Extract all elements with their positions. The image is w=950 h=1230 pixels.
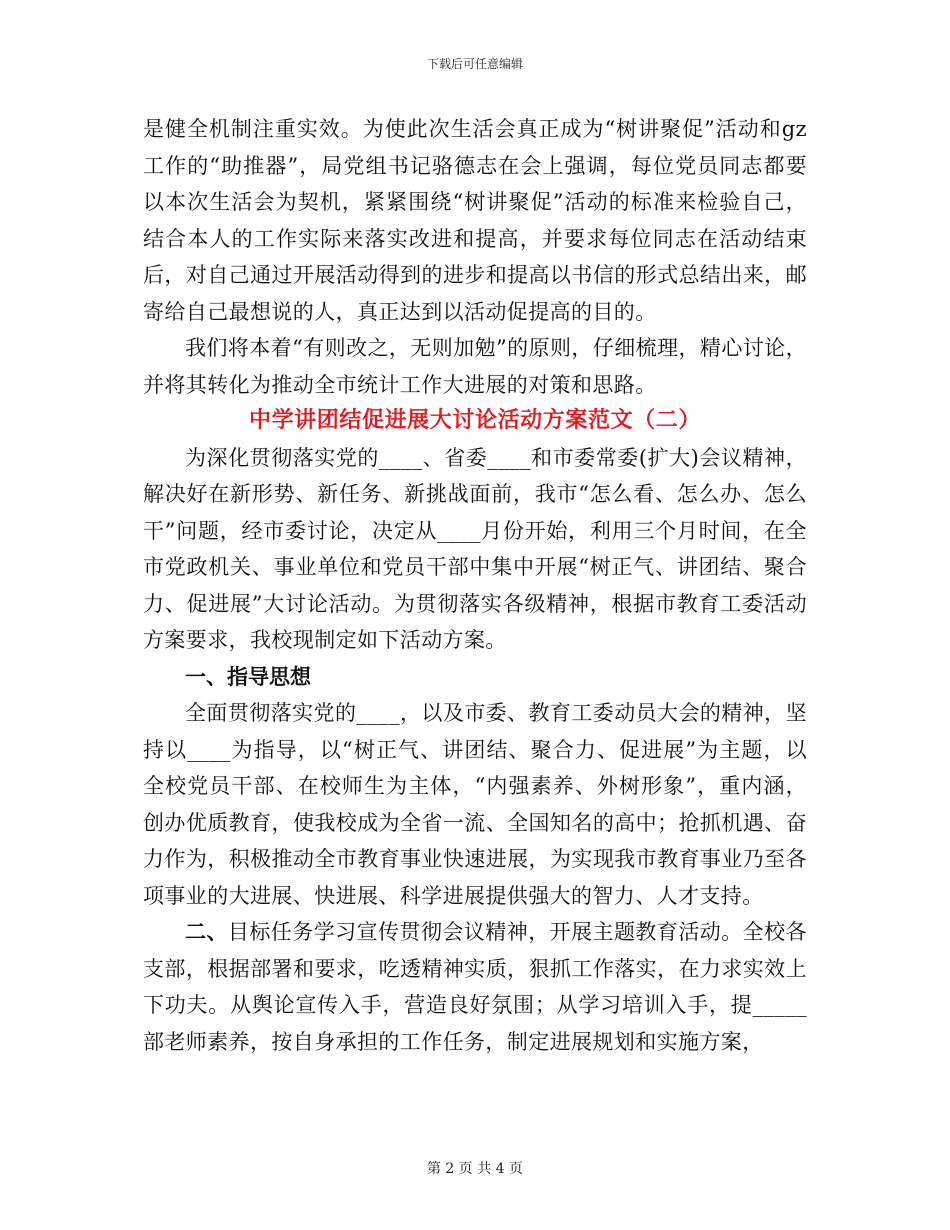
paragraph-continuation: 是健全机制注重实效。为使此次生活会真正成为“树讲聚促”活动和gz工作的“助推器”，局党组书记骆德志在会上强调，每位党员同志都要以本次生活会为契机，紧紧围绕“树讲聚促”活动的标准来检验自己，结合本人的工作实际来落实改进和提高，并要求每位同志在活动结束后，对自己通过开展活动得到的进步和提高以书信的形式总结出来，邮寄给自己最想说的人，真正达到以活动促提高的目的。 <box>143 117 807 324</box>
paragraph-guiding-ideology: 全面贯彻落实党的____，以及市委、教育工委动员大会的精神，坚持以____为指导，以“树正气、讲团结、聚合力、促进展”为主题，以全校党员干部、在校师生为主体，“内强素养、外树形象”，重内涵，创办优质教育，使我校成为全省一流、全国知名的高中；抢抓机遇、奋力作为，积极推动全市教育事业快速进展，为实现我市教育事业乃至各项事业的大进展、快进展、科学进展提供强大的智力、人才支持。 <box>143 701 807 908</box>
paragraph-conclusion: 我们将本着“有则改之，无则加勉”的原则，仔细梳理，精心讨论，并将其转化为推动全市统计工作大进展的对策和思路。 <box>143 336 807 397</box>
heading-guiding-ideology: 一、指导思想 <box>185 664 311 689</box>
paragraph-objectives-text: 目标任务学习宣传贯彻会议精神，开展主题教育活动。全校各支部，根据部署和要求，吃透精神实质，狠抓工作落实，在力求实效上下功夫。从舆论宣传入手，营造良好氛围；从学习培训入手，提_____部老师素养，按自身承担的工作任务，制定进展规划和实施方案， <box>143 920 807 1054</box>
section-title: 中学讲团结促进展大讨论活动方案范文（二） <box>248 408 701 433</box>
page-header: 下载后可任意编辑 <box>426 57 523 71</box>
document-body <box>143 111 807 1060</box>
heading-objectives-number: 二、 <box>185 919 228 944</box>
page-footer: 第 2 页 共 4 页 <box>426 1161 524 1177</box>
paragraph-objectives <box>143 914 807 1060</box>
paragraph-intro: 为深化贯彻落实党的____、省委____和市委常委(扩大)会议精神，解决好在新形势、新任务、新挑战面前，我市“怎么看、怎么办、怎么干”问题，经市委讨论，决定从____月份开始，利用三个月时间，在全市党政机关、事业单位和党员干部中集中开展“树正气、讲团结、聚合力、促进展”大讨论活动。为贯彻落实各级精神，根据市教育工委活动方案要求，我校现制定如下活动方案。 <box>143 445 807 652</box>
